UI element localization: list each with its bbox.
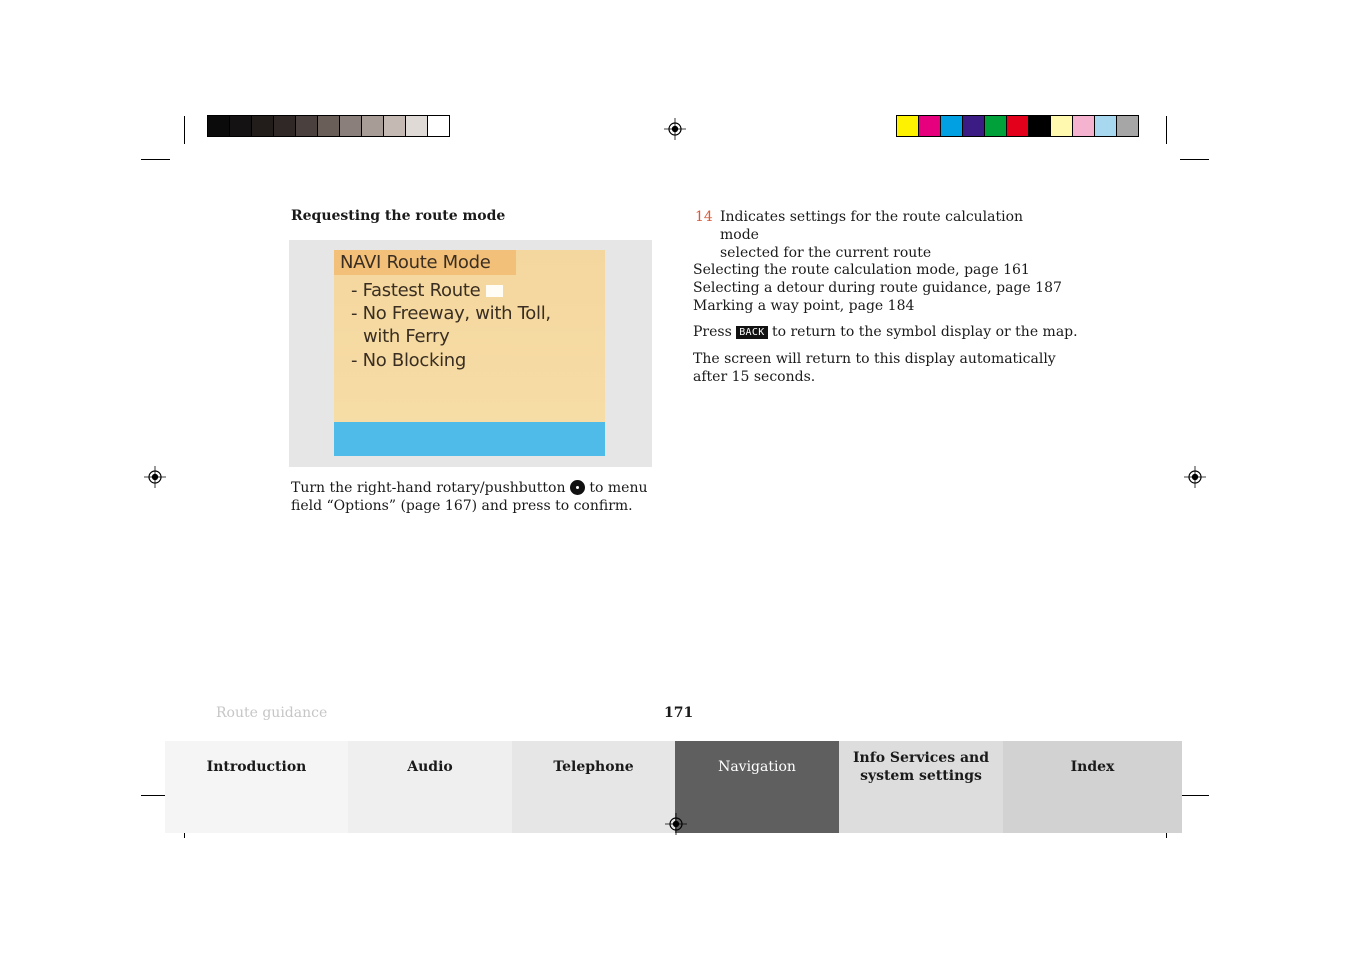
gray-swatch (428, 116, 449, 136)
color-swatch (1007, 116, 1029, 136)
numbered-item-14 (695, 208, 1055, 262)
color-swatch-strip (896, 115, 1139, 137)
screen-item-with-ferry: with Ferry (363, 326, 450, 347)
item-number: 14 (695, 209, 713, 225)
item-text-line-2: selected for the current route (720, 245, 932, 261)
tab-label-line-2: system settings (860, 768, 982, 784)
tab-label: Telephone (553, 759, 634, 775)
gray-swatch (208, 116, 230, 136)
auto-line-2: after 15 seconds. (693, 369, 816, 385)
color-swatch (1073, 116, 1095, 136)
crop-mark-top-right-h (1180, 159, 1209, 160)
tab-label: Navigation (718, 759, 796, 775)
registration-mark-bottom (665, 813, 687, 835)
press-back-text (693, 323, 1078, 341)
screen-item-no-blocking: - No Blocking (351, 350, 467, 371)
tab-label: Introduction (206, 759, 307, 775)
item-text-line-1: Indicates settings for the route calculation mode (720, 209, 1024, 243)
footer-section-label: Route guidance (216, 705, 328, 721)
ref-route-calculation: Selecting the route calculation mode, page 161 (693, 262, 1030, 278)
tab-introduction[interactable] (165, 741, 348, 833)
crop-mark-top-right-v (1166, 116, 1167, 144)
gray-swatch (252, 116, 274, 136)
gray-swatch (340, 116, 362, 136)
press-label: Press (693, 324, 732, 340)
screen-item-fastest-route (351, 280, 503, 301)
navi-screen (334, 250, 605, 456)
gray-swatch (406, 116, 428, 136)
page-number: 171 (664, 705, 694, 721)
registration-mark-right (1184, 466, 1206, 488)
back-key-icon: BACK (736, 326, 767, 339)
screen-item-no-freeway: - No Freeway, with Toll, (351, 303, 551, 324)
gray-swatch (384, 116, 406, 136)
instruction-part-2: to menu (589, 480, 648, 496)
section-heading: Requesting the route mode (291, 208, 506, 224)
gray-swatch (274, 116, 296, 136)
registration-mark-left (144, 466, 166, 488)
tab-label: Audio (407, 759, 453, 775)
gray-swatch (318, 116, 340, 136)
gray-swatch-strip (207, 115, 450, 137)
crop-mark-bottom-right-h (1180, 795, 1209, 796)
tab-telephone[interactable] (512, 741, 675, 833)
color-swatch (941, 116, 963, 136)
crop-mark-top-left-h (141, 159, 170, 160)
screen-title: NAVI Route Mode (334, 250, 516, 275)
ref-detour: Selecting a detour during route guidance, page 187 (693, 280, 1062, 296)
press-description: to return to the symbol display or the map. (771, 324, 1078, 340)
tab-audio[interactable] (348, 741, 512, 833)
gray-swatch (362, 116, 384, 136)
auto-line-1: The screen will return to this display automatically (693, 351, 1056, 367)
color-swatch (919, 116, 941, 136)
color-swatch (1051, 116, 1073, 136)
page-references (693, 261, 1073, 315)
screen-status-bar (334, 422, 605, 456)
color-swatch (897, 116, 919, 136)
tab-index[interactable] (1003, 741, 1182, 833)
tab-label: Index (1070, 759, 1115, 775)
crop-mark-top-left-v (184, 116, 185, 144)
tab-label-line-1: Info Services and (852, 750, 990, 766)
color-swatch (963, 116, 985, 136)
instruction-line-1 (291, 479, 651, 497)
auto-return-text (693, 350, 1073, 386)
instruction-line-2: field “Options” (page 167) and press to confirm. (291, 498, 633, 514)
color-swatch (1117, 116, 1138, 136)
instruction-part-1: Turn the right-hand rotary/pushbutton (291, 480, 566, 496)
screen-item-label: - Fastest Route (351, 280, 481, 301)
tab-navigation[interactable] (675, 741, 839, 833)
ref-way-point: Marking a way point, page 184 (693, 298, 915, 314)
color-swatch (985, 116, 1007, 136)
gray-swatch (296, 116, 318, 136)
registration-mark-top (664, 118, 686, 140)
selection-cursor (486, 285, 503, 297)
tab-info-services[interactable] (839, 741, 1003, 833)
color-swatch (1095, 116, 1117, 136)
gray-swatch (230, 116, 252, 136)
color-swatch (1029, 116, 1051, 136)
rotary-knob-icon (570, 480, 585, 495)
instruction-text (291, 479, 651, 515)
